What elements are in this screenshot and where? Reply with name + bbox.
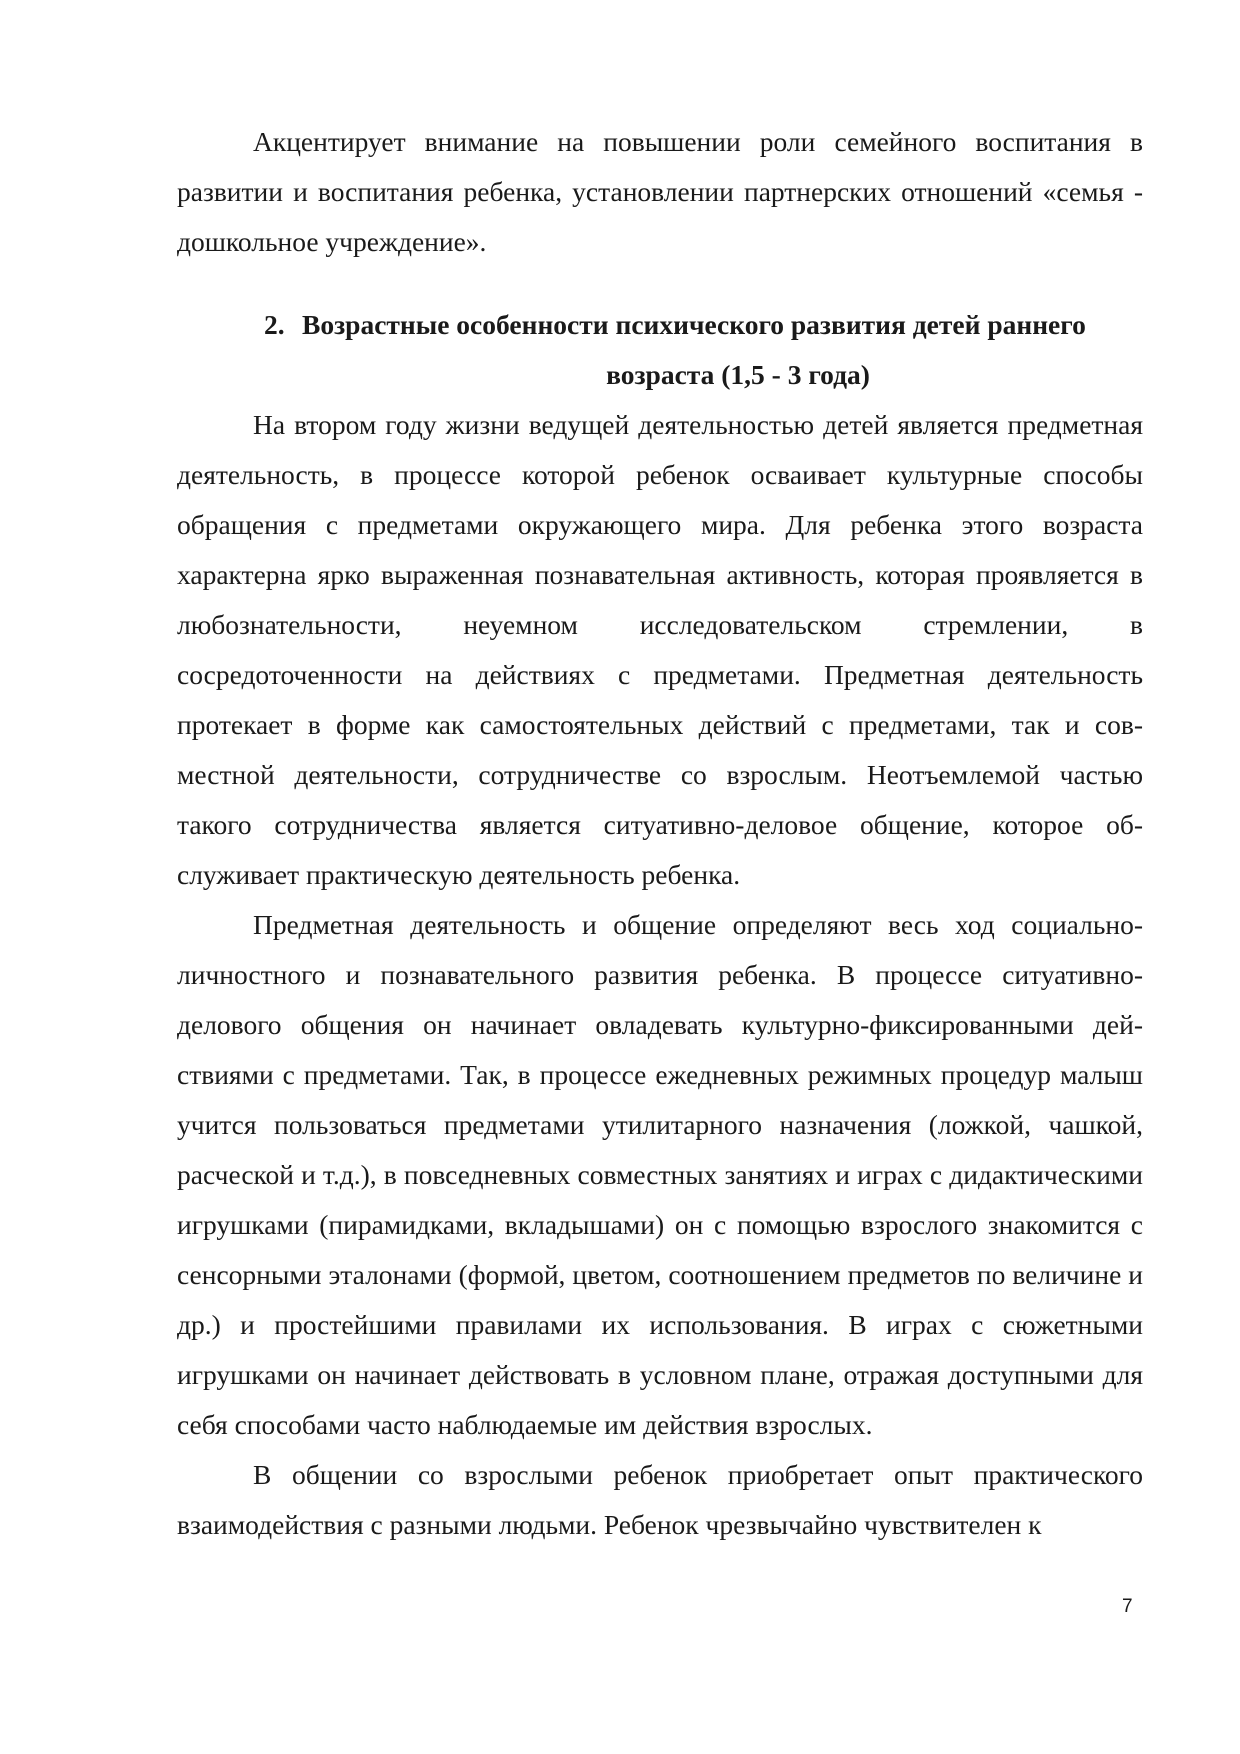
section-heading xyxy=(177,300,1143,400)
body-paragraph-1: На втором году жизни ведущей деятельностью детей является предметная деятельность, в процессе которой ребенок осваивает культурные способы обращения с предметами окружающего мира. Для ребенка этого возраста характерна ярко выраженная познавательная активность, которая проявляется в любознательности, неуемном исследовательском стремлении, в сосредоточенности на действиях с предметами. Предметная деятельность протекает в форме как самостоятельных действий с предметами, так и совместной деятельности, сотрудничестве со взрослым. Неотъемлемой частью такого сотрудничества является ситуативно-деловое общение, которое обслуживает практическую деятельность ребенка. xyxy=(177,409,1143,890)
section-heading-line1 xyxy=(177,300,1143,350)
section-title-line1: Возрастные особенности психического развития детей раннего xyxy=(302,309,1086,340)
body-paragraph-3: В общении со взрослыми ребенок приобретает опыт практического взаимодействия с разными людьми. Ребенок чрезвычайно чувствителен к xyxy=(177,1459,1143,1540)
page-content xyxy=(177,117,1143,1550)
intro-paragraph: Акцентирует внимание на повышении роли семейного воспитания в развитии и воспитания ребенка, установлении партнерских отношений «семья - дошкольное учреждение». xyxy=(177,126,1143,257)
body-paragraph-2: Предметная деятельность и общение определяют весь ход социально-личностного и познавательного развития ребенка. В процессе ситуативно-делового общения он начинает овладевать культурно-фиксированными действиями с предметами. Так, в процессе ежедневных режимных процедур малыш учится пользоваться предметами утилитарного назначения (ложкой, чашкой, расческой и т.д.), в повседневных совместных занятиях и играх с дидактическими игрушками (пирамидками, вкладышами) он с помощью взрослого знакомится с сенсорными эталонами (формой, цветом, соотношением предметов по величине и др.) и простейшими правилами их использования. В играх с сюжетными игрушками он начинает действовать в условном плане, отражая доступными для себя способами часто наблюдаемые им действия взрослых. xyxy=(177,909,1143,1440)
section-title-line2: возраста (1,5 - 3 года) xyxy=(606,359,870,390)
page-number: 7 xyxy=(1122,1596,1133,1617)
section-number: 2. xyxy=(264,309,285,340)
